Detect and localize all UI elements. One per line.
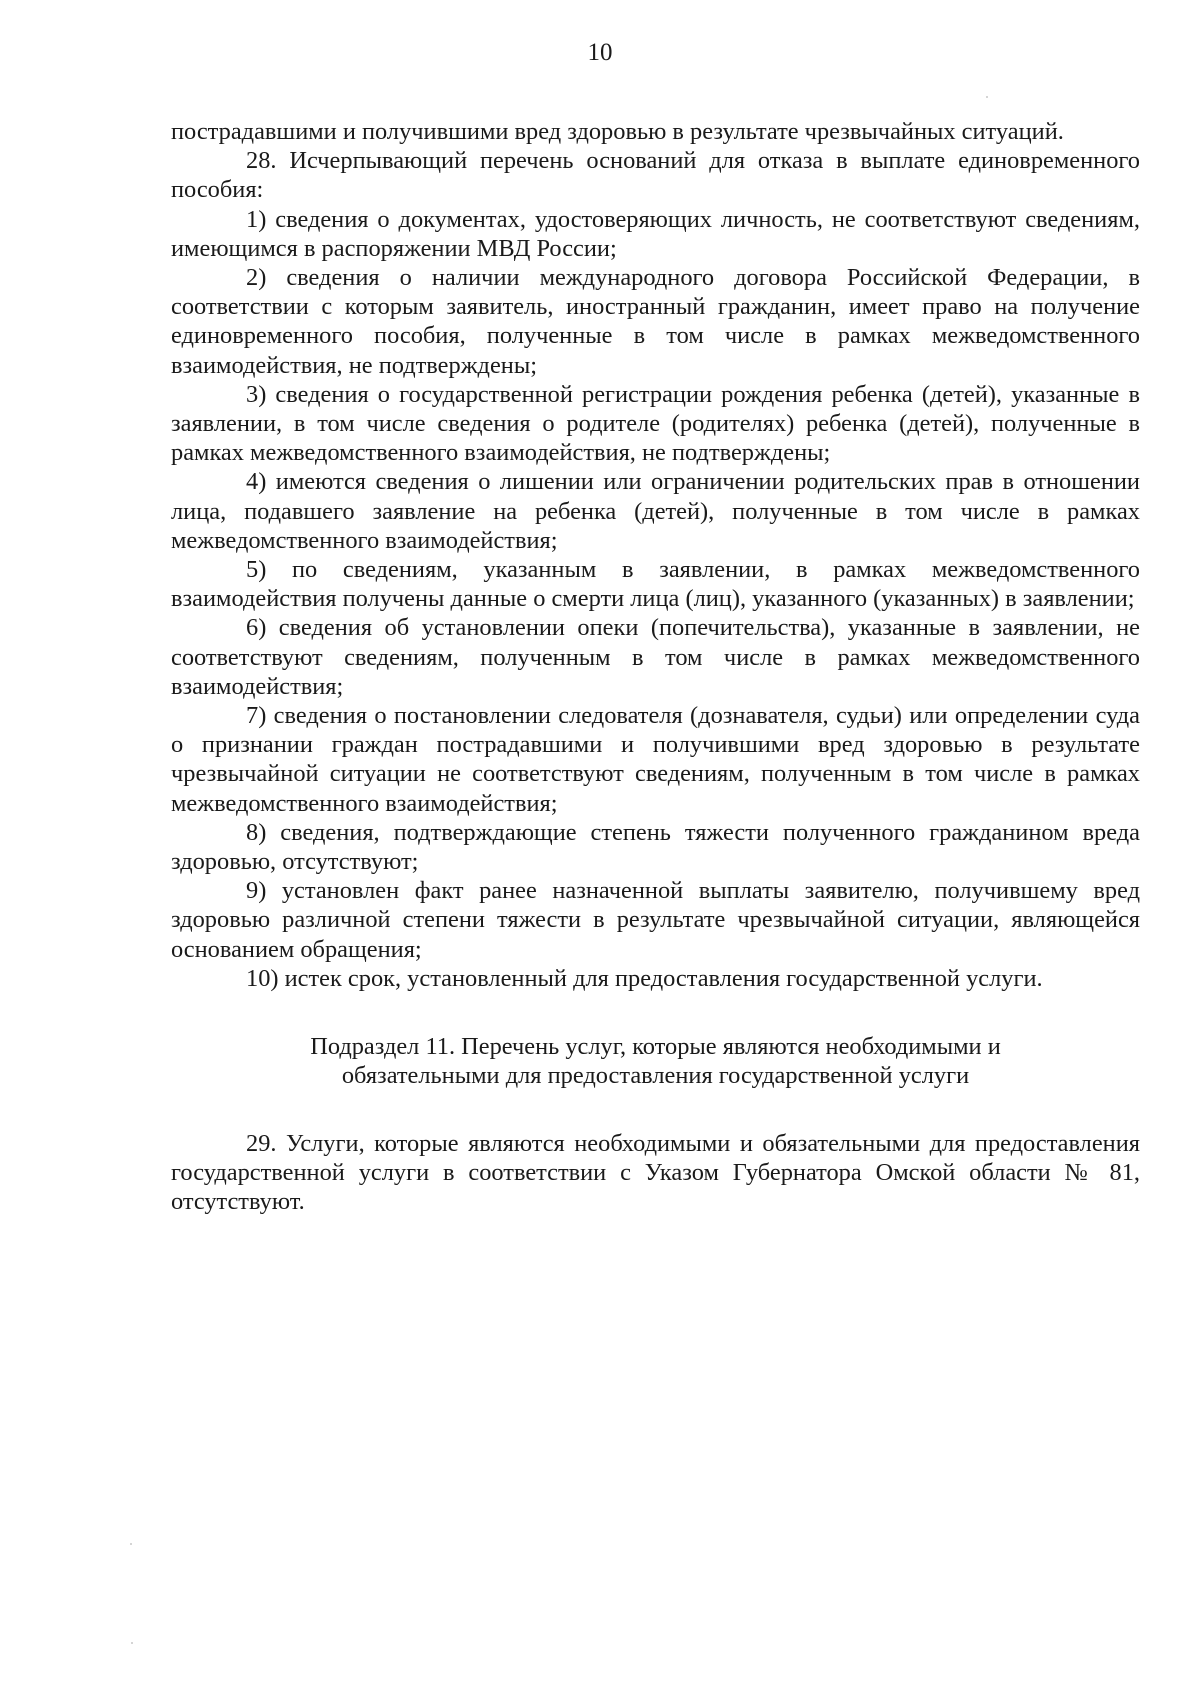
item-28-subitem-4: 4) имеются сведения о лишении или ограничении родительских прав в отношении лица, подавшего заявление на ребенка (детей), полученные в том числе в рамках межведомственного взаимодействия; xyxy=(171,468,1140,554)
item-28-subitem-2: 2) сведения о наличии международного договора Российской Федерации, в соответствии с которым заявитель, иностранный гражданин, имеет право на получение единовременного пособия, полученные в том числе в рамках межведомственного взаимодействия, не подтверждены; xyxy=(171,264,1140,379)
page-number: 10 xyxy=(587,39,613,66)
continuation-paragraph: пострадавшими и получившими вред здоровью в результате чрезвычайных ситуаций. xyxy=(171,118,1064,145)
item-28-subitem-1: 1) сведения о документах, удостоверяющих личность, не соответствуют сведениям, имеющимся в распоряжении МВД России; xyxy=(171,205,1140,262)
scan-speck xyxy=(130,1543,132,1545)
item-28-subitem-5: 5) по сведениям, указанным в заявлении, в рамках межведомственного взаимодействия получены данные о смерти лица (лиц), указанного (указанных) в заявлении; xyxy=(171,556,1140,613)
scan-speck xyxy=(986,96,988,98)
item-28-subitem-6: 6) сведения об установлении опеки (попечительства), указанные в заявлении, не соответствуют сведениям, полученным в том числе в рамках межведомственного взаимодействия; xyxy=(171,614,1140,700)
item-28-subitem-10: 10) истек срок, установленный для предоставления государственной услуги. xyxy=(246,964,1043,992)
item-28-intro: 28. Исчерпывающий перечень оснований для отказа в выплате единовременного пособия: xyxy=(171,147,1140,204)
item-29-paragraph: 29. Услуги, которые являются необходимыми и обязательными для предоставления государственной услуги в соответствии с Указом Губернатора Омской области № 81, отсутствуют. xyxy=(171,1129,1140,1215)
item-28-subitem-9: 9) установлен факт ранее назначенной выплаты заявителю, получившему вред здоровью различной степени тяжести в результате чрезвычайной ситуации, являющейся основанием обращения; xyxy=(171,877,1140,963)
item-28-subitem-3: 3) сведения о государственной регистрации рождения ребенка (детей), указанные в заявлении, в том числе сведения о родителе (родителях) ребенка (детей), полученные в рамках межведомственного взаимодействия, не подтверждены; xyxy=(171,380,1140,467)
item-28-subitem-8: 8) сведения, подтверждающие степень тяжести полученного гражданином вреда здоровью, отсутствуют; xyxy=(171,818,1140,876)
item-28-subitem-7: 7) сведения о постановлении следователя (дознавателя, судьи) или определении суда о признании граждан пострадавшими и получившими вред здоровью в результате чрезвычайной ситуации не соответствуют сведениям, полученным в том числе в рамках межведомственного взаимодействия; xyxy=(171,702,1140,817)
section-11-heading: Подраздел 11. Перечень услуг, которые являются необходимыми и обязательными для предоставления государственной услуги xyxy=(310,1033,1001,1090)
document-body xyxy=(171,117,1140,1216)
scan-speck xyxy=(131,1642,133,1644)
